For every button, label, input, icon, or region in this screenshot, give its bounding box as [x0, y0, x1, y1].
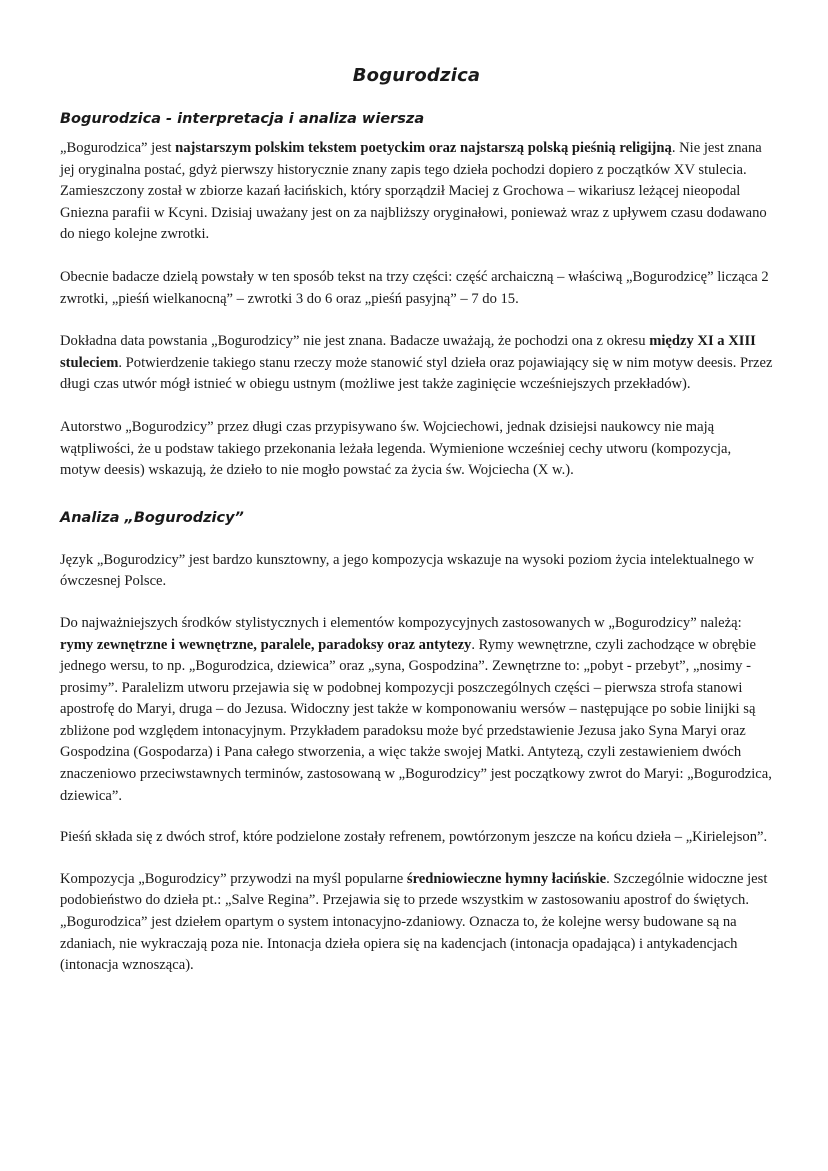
paragraph-text: . Potwierdzenie takiego stanu rzeczy może stanowić styl dzieła oraz pojawiający się w nim motyw deesis. Przez długi czas utwór mógł istnieć w obiegu ustnym (możliwe jest także zaginięcie wcześniejszych przekładów). [60, 354, 773, 393]
paragraph-parts: Obecnie badacze dzielą powstały w ten sposób tekst na trzy części: część archaiczną – właściwą „Bogurodzicę” licząca 2 zwrotki, „pieśń wielkanocną” – zwrotki 3 do 6 oraz „pieśń pasyjną” – 7 do 15. [60, 268, 769, 307]
bold-text: średniowieczne hymny łacińskie [406, 870, 607, 887]
paragraph-text: . Nie jest znana jej oryginalna postać, gdyż pierwszy historycznie znany zapis tego dzieła pochodzi dopiero z początków XV stulecia. Zamieszczony został w zbiorze kazań łacińskich, który sporządził Maciej z Grochowa – wikariusz leżącej nieopodal Gniezna parafii w Kcyni. Dzisiaj uważany jest on za najbliższy oryginałowi, ponieważ wraz z upływem czasu dodawano do niego kolejne zwrotki. [60, 140, 767, 243]
paragraph-text: Do najważniejszych środków stylistycznych i elementów kompozycyjnych zastosowanych w „Bogurodzicy” należą: [60, 614, 742, 631]
section-heading-interpretation: Bogurodzica - interpretacja i analiza wiersza [60, 111, 425, 127]
paragraph-text: Dokładna data powstania „Bogurodzicy” nie jest znana. Badacze uważają, że pochodzi ona z okresu [60, 333, 650, 350]
paragraph-text: Kompozycja „Bogurodzicy” przywodzi na myśl popularne [60, 870, 407, 887]
bold-text: między XI a XIII stuleciem [60, 333, 756, 371]
page-title: Bogurodzica [352, 65, 481, 86]
paragraph-text: . Szczególnie widoczne jest podobieństwo do dzieła pt.: „Salve Regina”. Przejawia się to przede wszystkim w zastosowaniu apostrof do świętych. „Bogurodzica” jest dziełem opartym o system intonacyjno-zdaniowy. Oznacza to, że kolejne wersy budowane są na zdaniach, nie wykraczają poza nie. Intonacja dzieła opiera się na kadencjach (intonacja opadająca) i antykadencjach (intonacja wznosząca). [60, 870, 768, 974]
paragraph-text: . Rymy wewnętrzne, czyli zachodzące w obrębie jednego wersu, to np. „Bogurodzica, dziewica” oraz „syna, Gospodzina”. Zewnętrzne to: „pobyt - przebyt”, „nosimy - prosimy”. Paralelizm utworu przejawia się w podobnej kompozycji poszczególnych części – pierwsza strofa stanowi apostrofę do Maryi, druga – do Jezusa. Widoczny jest także w komponowaniu wersów – następujące po sobie linijki są zbliżone pod względem intonacyjnym. Przykładem paradoksu może być przedstawienie Jezusa jako Syna Maryi oraz Gospodzina (Gospodarza) i Pana całego stworzenia, a więc także swojej Matki. Antytezą, czyli zestawieniem dwóch znaczeniowo przeciwstawnych terminów, zastosowaną w „Bogurodzicy” jest początkowy zwrot do Maryi: „Bogurodzica, dziewica”. [60, 636, 772, 804]
bold-text: rymy zewnętrzne i wewnętrzne, paralele, paradoksy oraz antytezy [60, 636, 472, 653]
paragraph-date [60, 331, 773, 396]
paragraph-structure: Pieśń składa się z dwóch strof, które podzielone zostały refrenem, powtórzonym jeszcze na końcu dzieła – „Kirielejson”. [60, 829, 768, 846]
paragraph-text: „Bogurodzica” jest [60, 140, 176, 156]
paragraph-composition [60, 869, 773, 977]
paragraph-intro [60, 138, 773, 246]
paragraph-authorship: Autorstwo „Bogurodzicy” przez długi czas przypisywano św. Wojciechowi, jednak dzisiejsi naukowcy nie mają wątpliwości, że u podstaw takiego przekonania leżała legenda. Wymienione wcześniej cechy utworu (kompozycja, motyw deesis) wskazują, że dzieło to nie mogło powstać za życia św. Wojciecha (X w.). [60, 418, 732, 479]
bold-text: najstarszym polskim tekstem poetyckim oraz najstarszą polską pieśnią religijną [175, 140, 672, 156]
paragraph-language: Język „Bogurodzicy” jest bardzo kunsztowny, a jego kompozycja wskazuje na wysoki poziom życia intelektualnego w ówczesnej Polsce. [60, 551, 755, 590]
section-heading-analysis: Analiza „Bogurodzicy” [60, 509, 244, 526]
paragraph-stylistic-devices [60, 613, 773, 807]
